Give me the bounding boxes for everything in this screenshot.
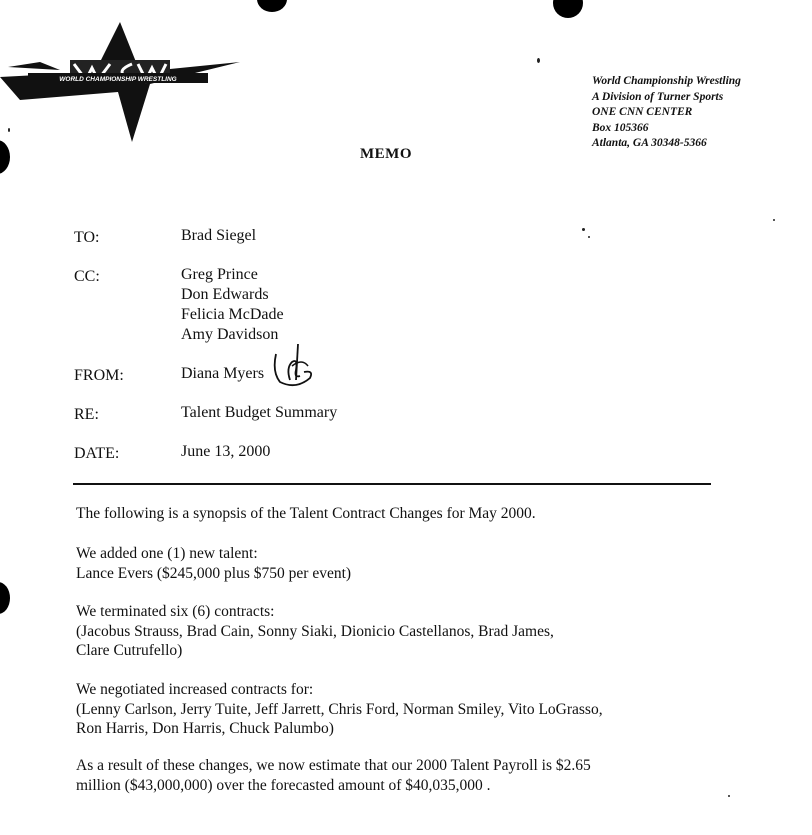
added-heading: We added one (1) new talent: — [76, 545, 258, 562]
cc-item: Greg Prince — [181, 266, 258, 283]
address-line: Atlanta, GA 30348-5366 — [592, 137, 707, 149]
wcw-logo — [0, 22, 245, 147]
cc-label: CC: — [74, 268, 100, 285]
negotiated-line: (Lenny Carlson, Jerry Tuite, Jeff Jarrett, Chris Ford, Norman Smiley, Vito LoGrasso, — [76, 700, 603, 718]
scan-speck — [582, 228, 585, 231]
negotiated-line: Ron Harris, Don Harris, Chuck Palumbo) — [76, 720, 334, 737]
cc-item: Amy Davidson — [181, 326, 279, 343]
cc-item: Don Edwards — [181, 286, 269, 303]
punch-hole-top-left — [257, 0, 287, 12]
scan-speck — [588, 236, 590, 238]
terminated-line: Clare Cutrufello) — [76, 642, 183, 659]
divider — [73, 483, 711, 485]
address-line: ONE CNN CENTER — [592, 106, 693, 118]
terminated-heading: We terminated six (6) contracts: — [76, 603, 275, 620]
logo-text: WORLD CHAMPIONSHIP WRESTLING — [59, 76, 177, 83]
date-label: DATE: — [74, 445, 120, 462]
terminated-section — [76, 602, 736, 661]
intro-text: The following is a synopsis of the Talent Contract Changes for May 2000. — [76, 505, 536, 522]
address-line: World Championship Wrestling — [592, 75, 741, 87]
added-section — [76, 544, 736, 583]
memo-title: MEMO — [360, 146, 412, 162]
result-line: As a result of these changes, we now estimate that our 2000 Talent Payroll is $2.65 — [76, 757, 591, 774]
scan-speck — [773, 219, 775, 221]
scan-speck — [537, 58, 540, 63]
re-value: Talent Budget Summary — [181, 404, 338, 421]
from-label: FROM: — [74, 367, 124, 384]
wcw-logo-icon — [0, 22, 245, 147]
re-label: RE: — [74, 406, 99, 423]
signature-initials — [270, 340, 320, 390]
scan-speck — [728, 795, 730, 797]
cc-item: Felicia McDade — [181, 306, 284, 323]
address-block — [592, 74, 741, 152]
from-value: Diana Myers — [181, 365, 265, 382]
address-line: A Division of Turner Sports — [592, 90, 724, 103]
negotiated-heading: We negotiated increased contracts for: — [76, 681, 314, 698]
date-value: June 13, 2000 — [181, 443, 271, 460]
punch-hole-left-lower — [0, 582, 10, 614]
cc-list — [181, 265, 284, 345]
terminated-line: (Jacobus Strauss, Brad Cain, Sonny Siaki, Dionicio Castellanos, Brad James, — [76, 622, 554, 640]
added-detail: Lance Evers ($245,000 plus $750 per event) — [76, 564, 352, 582]
punch-hole-top-right — [553, 0, 583, 18]
to-value: Brad Siegel — [181, 227, 257, 244]
to-label: TO: — [74, 229, 100, 246]
result-section — [76, 756, 736, 795]
negotiated-section — [76, 680, 736, 739]
result-line: million ($43,000,000) over the forecasted amount of $40,035,000 . — [76, 776, 491, 794]
address-line: Box 105366 — [592, 121, 649, 134]
body-intro — [76, 504, 736, 524]
